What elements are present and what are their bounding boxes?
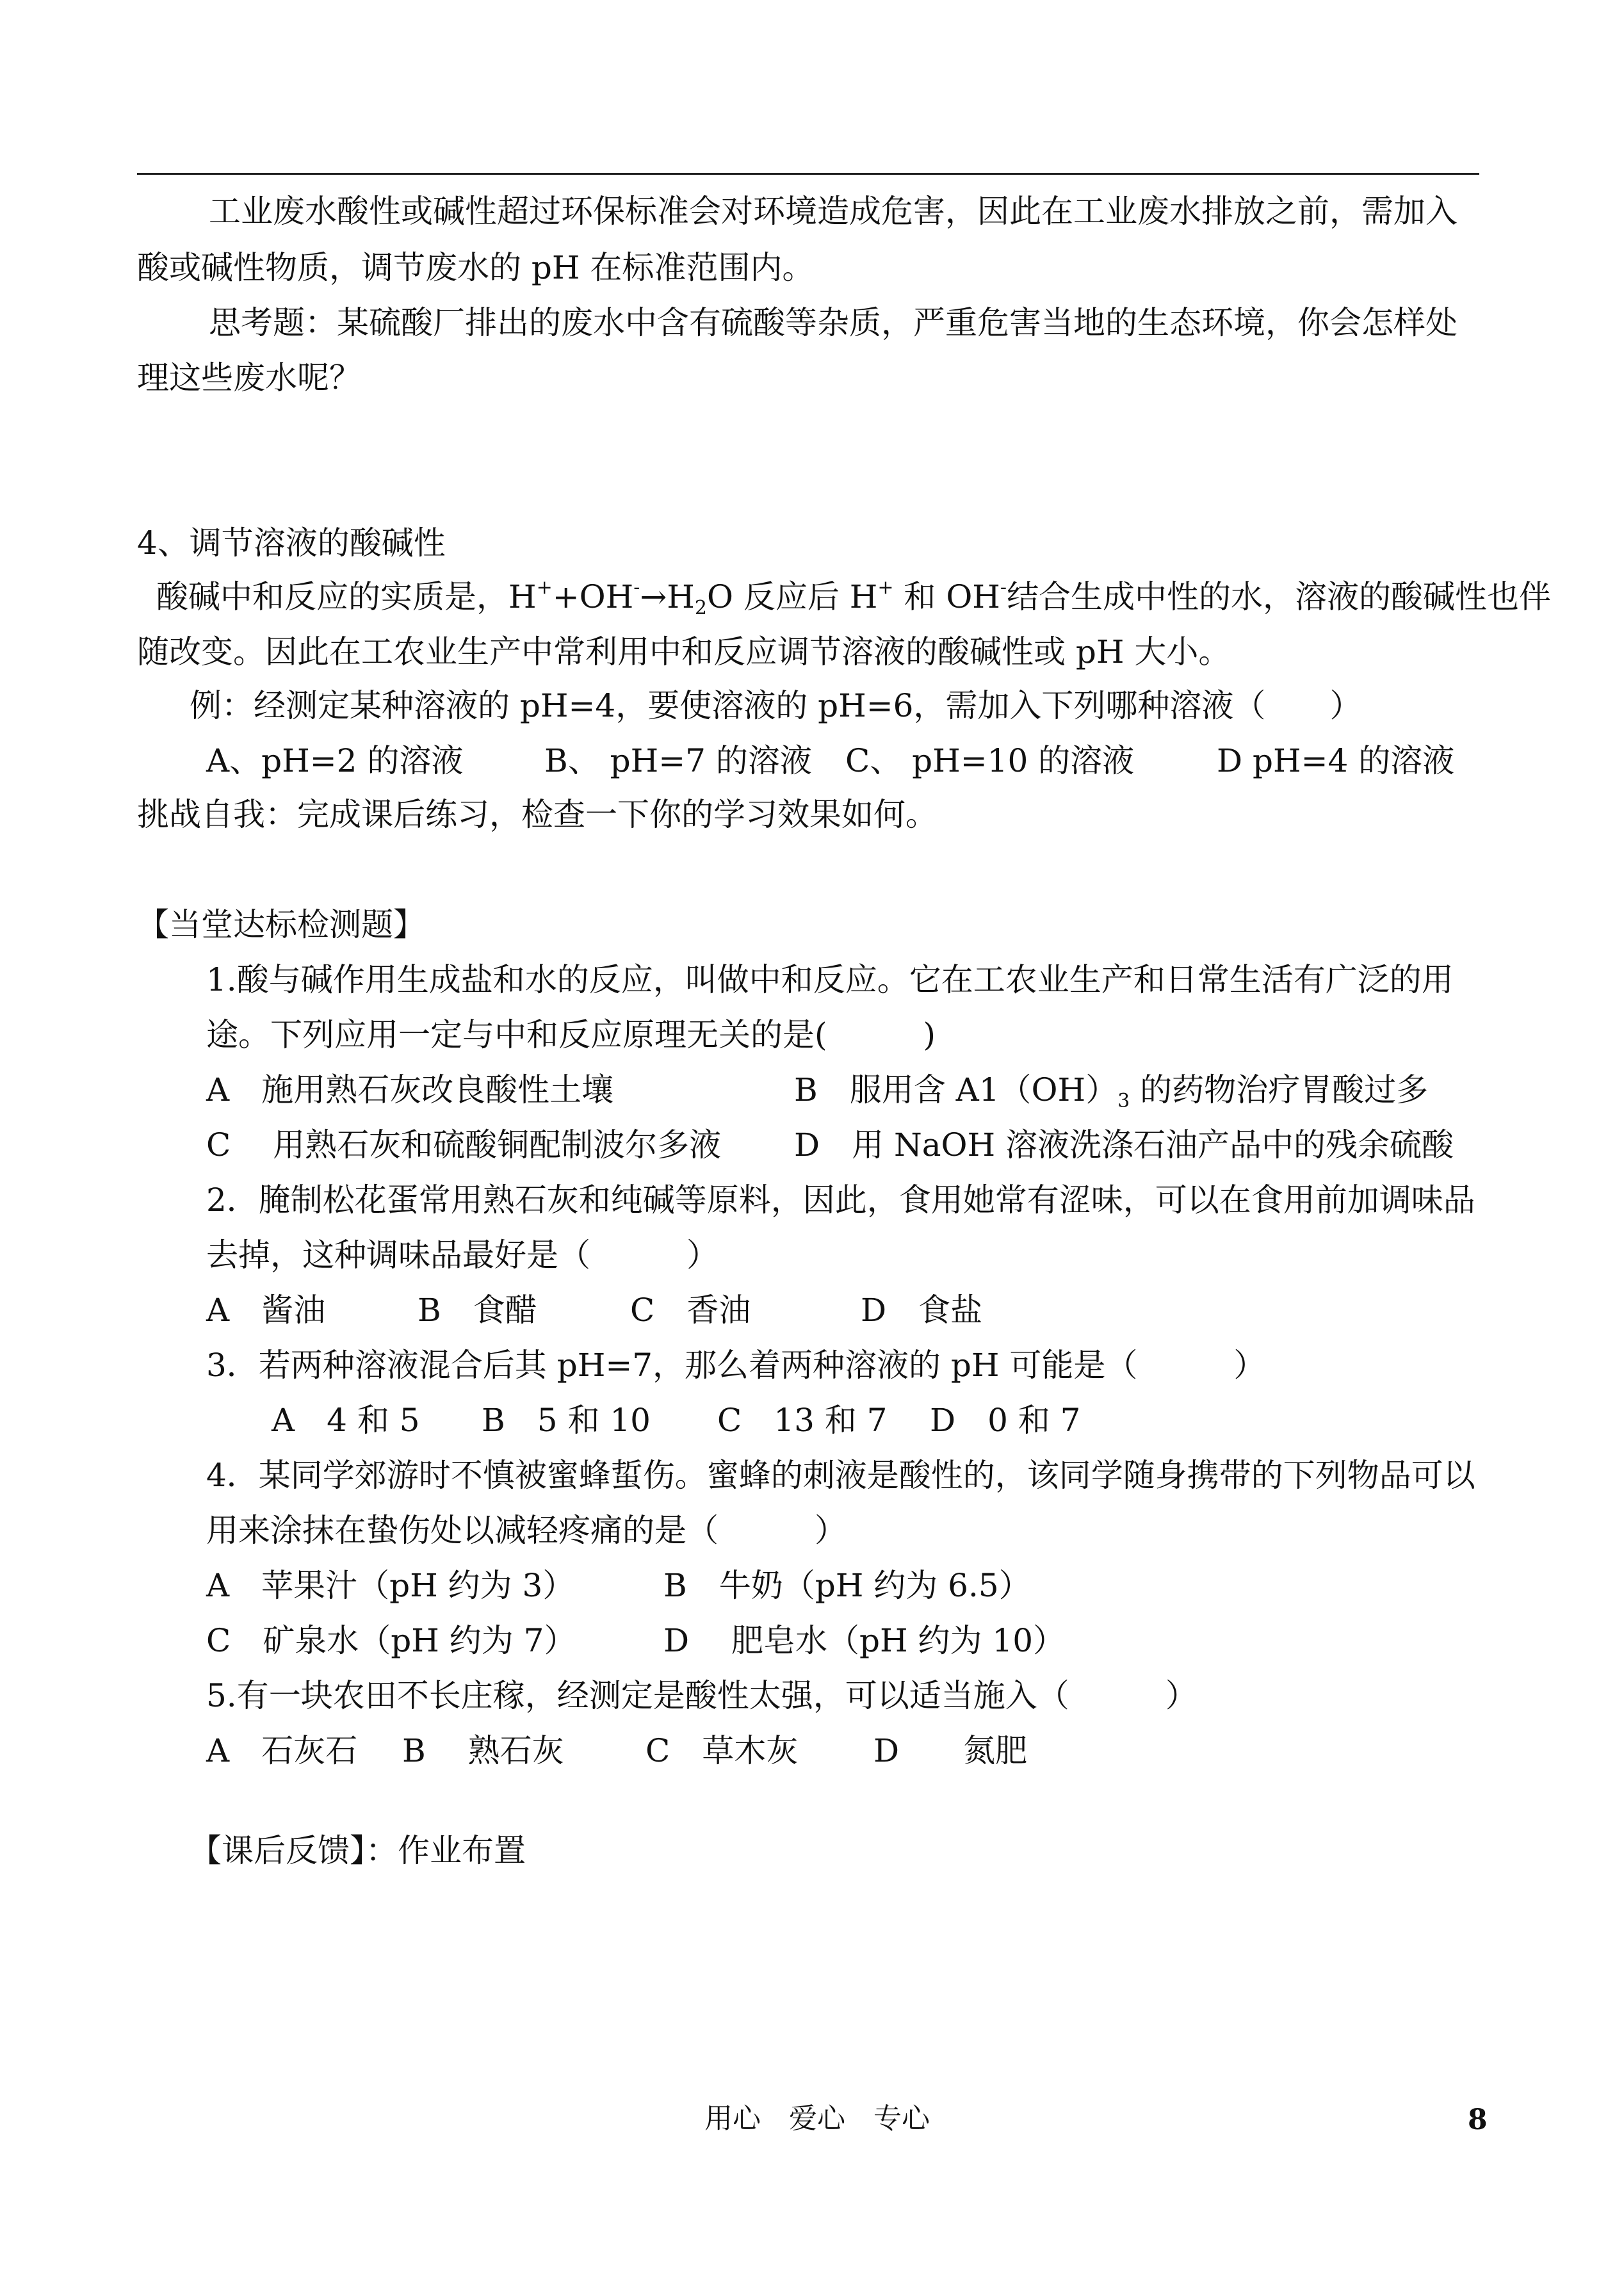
question-5-option-c: C 草木灰 (646, 1732, 799, 1769)
example-option-c: C、 pH=10 的溶液 (845, 742, 1135, 779)
text-segment: 的药物治疗胃酸过多 (1130, 1071, 1429, 1108)
text-segment: O 反应后 H (706, 578, 878, 615)
question-3-option-c: C 13 和 7 (717, 1402, 888, 1439)
question-1-line-1: 1.酸与碱作用生成盐和水的反应，叫做中和反应。它在工农业生产和日常生活有广泛的用 (206, 961, 1454, 998)
section-4-line-2: 随改变。因此在工农业生产中常利用中和反应调节溶液的酸碱性或 pH 大小。 (137, 633, 1231, 670)
question-2-option-c: C 香油 (630, 1292, 751, 1329)
question-4-line-1: 4．某同学郊游时不慎被蜜蜂蜇伤。蜜蜂的刺液是酸性的，该同学随身携带的下列物品可以 (206, 1457, 1475, 1494)
footer-slogan: 用心 爱心 专心 (704, 2102, 930, 2135)
intro-paragraph-1-line-1: 工业废水酸性或碱性超过环保标准会对环境造成危害，因此在工业废水排放之前，需加入 (209, 193, 1458, 230)
example-option-a: A、pH=2 的溶液 (206, 742, 464, 779)
example-question: 例：经测定某种溶液的 pH=4，要使溶液的 pH=6，需加入下列哪种溶液（ ） (190, 687, 1362, 724)
question-5-option-d: D 氮肥 (873, 1732, 1028, 1769)
question-4-option-b: B 牛奶（pH 约为 6.5） (663, 1567, 1031, 1604)
question-1-option-c: C 用熟石灰和硫酸铜配制波尔多液 (206, 1126, 722, 1164)
question-2-option-d: D 食盐 (861, 1292, 983, 1329)
question-5: 5.有一块农田不长庄稼，经测定是酸性太强，可以适当施入（ ） (206, 1677, 1198, 1714)
question-2-option-a: A 酱油 (206, 1292, 326, 1329)
question-1-line-2: 途。下列应用一定与中和反应原理无关的是( ) (206, 1016, 936, 1053)
page-number: 8 (1468, 2104, 1488, 2136)
superscript-plus: + (536, 576, 553, 599)
subscript-3: 3 (1117, 1090, 1130, 1112)
intro-paragraph-1-line-2: 酸或碱性物质，调节废水的 pH 在标准范围内。 (137, 249, 815, 286)
feedback-line: 【课后反馈】：作业布置 (190, 1832, 526, 1869)
question-4-line-2: 用来涂抹在蛰伤处以减轻疼痛的是（ ） (206, 1512, 847, 1549)
text-segment: →H (640, 578, 695, 615)
question-1-option-a: A 施用熟石灰改良酸性土壤 (206, 1071, 614, 1108)
question-3-option-b: B 5 和 10 (482, 1402, 651, 1439)
example-option-b: B、 pH=7 的溶液 (544, 742, 812, 779)
header-rule (137, 173, 1479, 175)
superscript-minus: - (1000, 576, 1007, 599)
subscript-2: 2 (694, 597, 707, 619)
superscript-plus: + (877, 576, 894, 599)
question-4-option-a: A 苹果汁（pH 约为 3） (206, 1567, 575, 1604)
question-4-option-c: C 矿泉水（pH 约为 7） (206, 1622, 576, 1659)
intro-paragraph-2-line-1: 思考题：某硫酸厂排出的废水中含有硫酸等杂质，严重危害当地的生态环境，你会怎样处 (209, 304, 1458, 341)
question-5-option-b: B 熟石灰 (402, 1732, 564, 1769)
text-segment: +OH (552, 578, 634, 615)
question-1-option-d: D 用 NaOH 溶液洗涤石油产品中的残余硫酸 (794, 1126, 1454, 1164)
text-segment: 酸碱中和反应的实质是，H (156, 578, 537, 615)
question-4-option-d: D 肥皂水（pH 约为 10） (663, 1622, 1066, 1659)
example-option-d: D pH=4 的溶液 (1217, 742, 1455, 779)
question-3: 3．若两种溶液混合后其 pH=7，那么着两种溶液的 pH 可能是（ ） (206, 1347, 1266, 1384)
question-1-option-b (794, 1071, 1429, 1112)
intro-paragraph-2-line-2: 理这些废水呢？ (137, 359, 361, 396)
section-4-line-1 (156, 576, 1552, 619)
question-3-option-d: D 0 和 7 (930, 1402, 1081, 1439)
section-4-heading: 4、调节溶液的酸碱性 (137, 524, 446, 562)
test-heading: 【当堂达标检测题】 (137, 906, 425, 943)
question-2-line-2: 去掉，这种调味品最好是（ ） (206, 1237, 719, 1274)
question-5-option-a: A 石灰石 (206, 1732, 358, 1769)
question-3-option-a: A 4 和 5 (272, 1402, 420, 1439)
text-segment: B 服用含 A1（OH） (794, 1071, 1118, 1108)
challenge-line: 挑战自我：完成课后练习，检查一下你的学习效果如何。 (137, 796, 938, 833)
question-2-option-b: B 食醋 (418, 1292, 537, 1329)
text-segment: 和 OH (904, 578, 1000, 615)
question-2-line-1: 2．腌制松花蛋常用熟石灰和纯碱等原料，因此，食用她常有涩味，可以在食用前加调味品 (206, 1181, 1475, 1219)
text-segment: 结合生成中性的水，溶液的酸碱性也伴 (1007, 578, 1552, 615)
superscript-minus: - (633, 576, 640, 599)
